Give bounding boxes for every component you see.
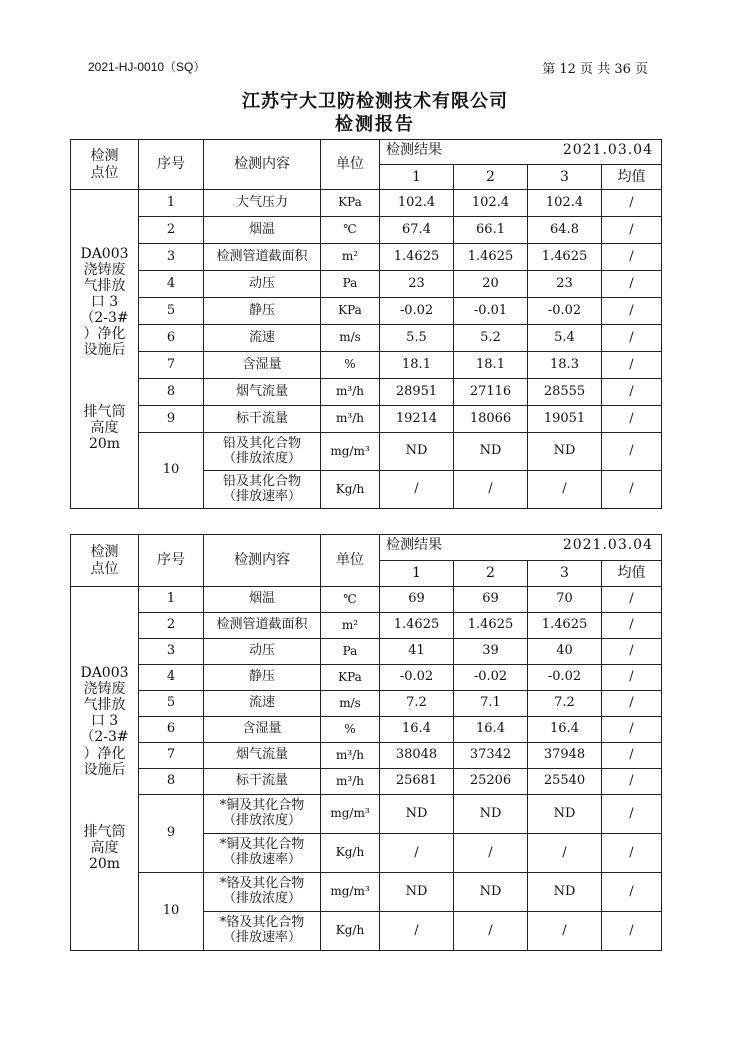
point-line: （2-3# (80, 309, 129, 326)
header-item: 检测内容 (204, 140, 321, 190)
row-value-3: / (528, 912, 602, 951)
row-value-3: 16.4 (528, 717, 602, 743)
row-value-2: -0.02 (454, 665, 528, 691)
row-value-3: -0.02 (528, 298, 602, 325)
row-value-2: 1.4625 (454, 613, 528, 639)
row-unit: m³/h (321, 769, 380, 795)
row-seq: 6 (139, 717, 204, 743)
table-row (71, 873, 662, 912)
row-item: 静压 (204, 665, 321, 691)
row-unit: Kg/h (321, 912, 380, 951)
point-line: 口 3 (90, 293, 119, 310)
row-seq: 10 (139, 433, 204, 509)
row-item: 烟温 (204, 587, 321, 613)
row-item (204, 873, 321, 912)
table-row (71, 691, 662, 717)
row-value-3: / (528, 471, 602, 509)
row-value-3: 7.2 (528, 691, 602, 717)
table-row (71, 244, 662, 271)
row-value-1: 41 (380, 639, 454, 665)
row-unit: Kg/h (321, 471, 380, 509)
point-line: 高度 (90, 839, 119, 856)
row-unit: m³/h (321, 406, 380, 433)
row-item (204, 471, 321, 509)
item-name: 铅及其化合物 (222, 473, 301, 489)
row-value-2: 39 (454, 639, 528, 665)
row-value-1: 23 (380, 271, 454, 298)
point-line: 排气筒 (83, 404, 126, 421)
header-col-r3: 3 (528, 165, 602, 190)
row-seq: 2 (139, 217, 204, 244)
row-value-1: / (380, 912, 454, 951)
row-seq: 6 (139, 325, 204, 352)
table-row (71, 665, 662, 691)
row-average: / (602, 244, 662, 271)
row-seq: 4 (139, 665, 204, 691)
row-value-3: 70 (528, 587, 602, 613)
row-seq: 1 (139, 587, 204, 613)
row-average: / (602, 471, 662, 509)
row-value-3: 40 (528, 639, 602, 665)
header-point: 检测 点位 (71, 535, 139, 587)
row-value-3: 37948 (528, 743, 602, 769)
table-row (71, 717, 662, 743)
row-average: / (602, 325, 662, 352)
row-item: 检测管道截面积 (204, 613, 321, 639)
row-value-2: 66.1 (454, 217, 528, 244)
point-spacer (71, 778, 138, 824)
point-line: DA003 (80, 665, 129, 682)
row-value-1: 102.4 (380, 190, 454, 217)
row-value-1: 1.4625 (380, 613, 454, 639)
row-value-3: 23 (528, 271, 602, 298)
row-value-1: -0.02 (380, 665, 454, 691)
report-title: 检测报告 (335, 114, 415, 135)
row-seq: 2 (139, 613, 204, 639)
header-item: 检测内容 (204, 535, 321, 587)
row-unit: ℃ (321, 587, 380, 613)
row-value-2: 25206 (454, 769, 528, 795)
row-average: / (602, 433, 662, 471)
row-value-2: 102.4 (454, 190, 528, 217)
row-value-2: / (454, 834, 528, 873)
row-value-1: 16.4 (380, 717, 454, 743)
row-item: 动压 (204, 271, 321, 298)
header-col-r2: 2 (454, 561, 528, 587)
table-row (71, 587, 662, 613)
header-seq: 序号 (139, 535, 204, 587)
row-value-1: 28951 (380, 379, 454, 406)
row-unit: m³/h (321, 743, 380, 769)
table-row (71, 406, 662, 433)
header-col-r2: 2 (454, 165, 528, 190)
row-value-3: 1.4625 (528, 244, 602, 271)
point-line: 口 3 (90, 713, 119, 730)
row-seq: 5 (139, 691, 204, 717)
point-line: 设施后 (83, 342, 126, 359)
table-row (71, 433, 662, 471)
row-seq: 1 (139, 190, 204, 217)
point-line: 气排放 (83, 697, 126, 714)
table-row (71, 325, 662, 352)
row-seq: 5 (139, 298, 204, 325)
row-unit: m/s (321, 691, 380, 717)
test-date: 2021.03.04 (562, 142, 653, 158)
row-average: / (602, 769, 662, 795)
point-line: 气排放 (83, 277, 126, 294)
row-unit: % (321, 352, 380, 379)
row-value-2: / (454, 912, 528, 951)
row-value-1: 69 (380, 587, 454, 613)
result-label: 检测结果 (386, 142, 442, 158)
row-unit: m/s (321, 325, 380, 352)
row-value-1: ND (380, 433, 454, 471)
item-qualifier: （排放浓度） (222, 813, 301, 828)
row-unit: mg/m³ (321, 795, 380, 834)
row-average: / (602, 587, 662, 613)
row-value-3: ND (528, 795, 602, 834)
point-line: 浇铸废 (83, 681, 126, 698)
item-qualifier: （排放浓度） (222, 450, 301, 466)
row-unit: Pa (321, 271, 380, 298)
header-col-avg: 均值 (602, 561, 662, 587)
point-line: 20m (88, 436, 121, 453)
table-row (71, 271, 662, 298)
row-item: 大气压力 (204, 190, 321, 217)
row-value-1: 1.4625 (380, 244, 454, 271)
row-value-1: ND (380, 795, 454, 834)
row-seq: 9 (139, 795, 204, 873)
table-row (71, 613, 662, 639)
row-value-1: 5.5 (380, 325, 454, 352)
sampling-point (71, 190, 139, 509)
row-unit: m³/h (321, 379, 380, 406)
page-number: 第 12 页 共 36 页 (542, 62, 648, 77)
row-value-1: 19214 (380, 406, 454, 433)
table-row (71, 190, 662, 217)
row-item: 烟温 (204, 217, 321, 244)
point-line: ）净化 (83, 326, 126, 342)
item-name: *铜及其化合物 (219, 837, 305, 853)
table-row (71, 352, 662, 379)
row-value-2: 18066 (454, 406, 528, 433)
row-value-3: ND (528, 873, 602, 912)
header-seq: 序号 (139, 140, 204, 190)
row-seq: 8 (139, 769, 204, 795)
point-line: 浇铸废 (83, 261, 126, 278)
point-line: 设施后 (83, 761, 126, 778)
point-line: 20m (88, 855, 121, 872)
row-average: / (602, 834, 662, 873)
header-result (380, 535, 662, 561)
row-unit: KPa (321, 190, 380, 217)
row-average: / (602, 298, 662, 325)
row-value-3: 18.3 (528, 352, 602, 379)
row-unit: mg/m³ (321, 433, 380, 471)
row-average: / (602, 379, 662, 406)
row-value-1: 67.4 (380, 217, 454, 244)
row-seq: 7 (139, 743, 204, 769)
row-item (204, 912, 321, 951)
row-item: 含湿量 (204, 352, 321, 379)
row-value-1: -0.02 (380, 298, 454, 325)
document-id: 2021-HJ-0010（SQ） (88, 60, 206, 74)
row-average: / (602, 406, 662, 433)
item-qualifier: （排放速率） (222, 930, 301, 945)
row-unit: Kg/h (321, 834, 380, 873)
item-qualifier: （排放速率） (222, 852, 301, 867)
point-line: 高度 (90, 420, 119, 437)
result-label: 检测结果 (386, 537, 442, 553)
row-value-2: 1.4625 (454, 244, 528, 271)
row-value-3: ND (528, 433, 602, 471)
row-average: / (602, 691, 662, 717)
table-row (71, 298, 662, 325)
item-name: 铅及其化合物 (222, 435, 301, 451)
header-col-avg: 均值 (602, 165, 662, 190)
table-row (71, 217, 662, 244)
row-average: / (602, 613, 662, 639)
row-value-2: ND (454, 873, 528, 912)
measurement-table-2 (70, 534, 662, 951)
row-item: 含湿量 (204, 717, 321, 743)
header-result (380, 140, 662, 165)
table-row (71, 379, 662, 406)
row-seq: 7 (139, 352, 204, 379)
header-col-r1: 1 (380, 165, 454, 190)
row-item (204, 795, 321, 834)
row-average: / (602, 717, 662, 743)
row-item: 检测管道截面积 (204, 244, 321, 271)
row-value-2: -0.01 (454, 298, 528, 325)
row-value-3: 28555 (528, 379, 602, 406)
item-qualifier: （排放速率） (222, 488, 301, 504)
row-seq: 3 (139, 244, 204, 271)
point-spacer (71, 358, 138, 404)
point-line: DA003 (80, 245, 129, 262)
row-unit: KPa (321, 298, 380, 325)
row-value-2: 18.1 (454, 352, 528, 379)
row-item: 烟气流量 (204, 743, 321, 769)
row-seq: 4 (139, 271, 204, 298)
row-item: 流速 (204, 325, 321, 352)
row-item: 标干流量 (204, 769, 321, 795)
point-line: （2-3# (80, 729, 129, 746)
row-value-3: 5.4 (528, 325, 602, 352)
row-value-2: / (454, 471, 528, 509)
row-value-3: 64.8 (528, 217, 602, 244)
row-unit: Pa (321, 639, 380, 665)
row-unit: m² (321, 244, 380, 271)
row-average: / (602, 190, 662, 217)
row-unit: % (321, 717, 380, 743)
row-average: / (602, 743, 662, 769)
row-average: / (602, 795, 662, 834)
test-date: 2021.03.04 (562, 537, 653, 553)
table-row (71, 743, 662, 769)
row-value-2: ND (454, 433, 528, 471)
row-item: 流速 (204, 691, 321, 717)
row-value-2: ND (454, 795, 528, 834)
row-item: 烟气流量 (204, 379, 321, 406)
row-value-1: 7.2 (380, 691, 454, 717)
item-name: *铜及其化合物 (219, 798, 305, 814)
row-value-1: ND (380, 873, 454, 912)
row-value-2: 20 (454, 271, 528, 298)
point-line: ）净化 (83, 745, 126, 762)
header-unit: 单位 (321, 535, 380, 587)
row-value-1: / (380, 471, 454, 509)
row-value-2: 5.2 (454, 325, 528, 352)
row-seq: 3 (139, 639, 204, 665)
row-value-2: 27116 (454, 379, 528, 406)
row-item: 静压 (204, 298, 321, 325)
row-value-2: 37342 (454, 743, 528, 769)
company-name: 江苏宁大卫防检测技术有限公司 (242, 91, 508, 112)
row-seq: 10 (139, 873, 204, 951)
row-average: / (602, 639, 662, 665)
row-value-2: 16.4 (454, 717, 528, 743)
row-average: / (602, 271, 662, 298)
row-value-1: 38048 (380, 743, 454, 769)
item-qualifier: （排放浓度） (222, 891, 301, 906)
row-value-3: 25540 (528, 769, 602, 795)
row-item: 标干流量 (204, 406, 321, 433)
row-item (204, 433, 321, 471)
row-unit: mg/m³ (321, 873, 380, 912)
row-item (204, 834, 321, 873)
row-unit: KPa (321, 665, 380, 691)
item-name: *铬及其化合物 (219, 876, 305, 892)
row-value-3: / (528, 834, 602, 873)
header-unit: 单位 (321, 140, 380, 190)
header-point: 检测 点位 (71, 140, 139, 190)
row-value-3: 19051 (528, 406, 602, 433)
sampling-point (71, 587, 139, 951)
row-average: / (602, 665, 662, 691)
table-row (71, 795, 662, 834)
row-value-2: 7.1 (454, 691, 528, 717)
row-unit: ℃ (321, 217, 380, 244)
point-line: 排气筒 (83, 823, 126, 840)
table-row (71, 639, 662, 665)
item-name: *铬及其化合物 (219, 915, 305, 931)
header-col-r1: 1 (380, 561, 454, 587)
header-col-r3: 3 (528, 561, 602, 587)
row-value-3: -0.02 (528, 665, 602, 691)
row-seq: 9 (139, 406, 204, 433)
row-average: / (602, 217, 662, 244)
row-item: 动压 (204, 639, 321, 665)
row-average: / (602, 873, 662, 912)
table-row (71, 769, 662, 795)
measurement-table-1 (70, 139, 662, 509)
row-value-3: 1.4625 (528, 613, 602, 639)
row-value-2: 69 (454, 587, 528, 613)
row-seq: 8 (139, 379, 204, 406)
row-average: / (602, 912, 662, 951)
row-value-1: 18.1 (380, 352, 454, 379)
row-value-1: / (380, 834, 454, 873)
row-unit: m² (321, 613, 380, 639)
row-value-3: 102.4 (528, 190, 602, 217)
row-average: / (602, 352, 662, 379)
row-value-1: 25681 (380, 769, 454, 795)
